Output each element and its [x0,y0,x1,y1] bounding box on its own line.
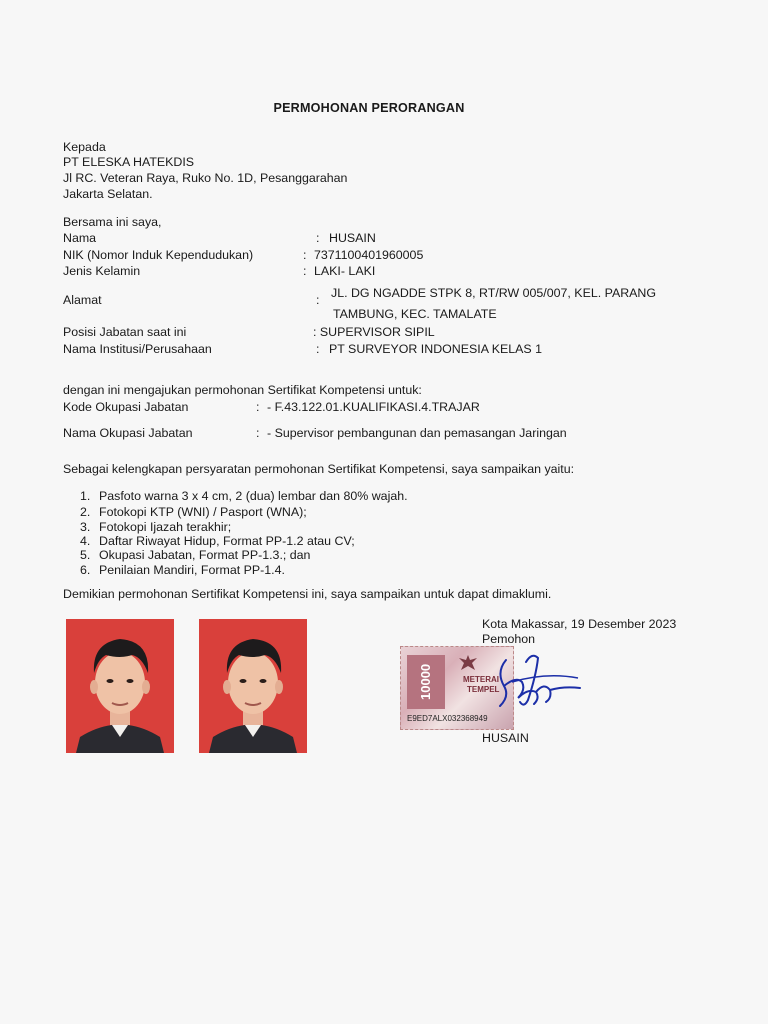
passport-photo-1 [66,619,174,753]
field-institusi-label: Nama Institusi/Perusahaan [63,342,212,356]
requirement-5-text: Okupasi Jabatan, Format PP-1.3.; dan [99,548,311,562]
field-alamat-sep: : [316,293,320,307]
requirement-6-num: 6. [80,563,91,577]
stamp-label-line1: METERAI [463,675,499,684]
field-jenis-kelamin-value: LAKI- LAKI [314,264,376,278]
recipient-address-line1: Jl RC. Veteran Raya, Ruko No. 1D, Pesanggarahan [63,171,348,185]
field-nik-value: 7371100401960005 [314,248,424,262]
requirement-2-text: Fotokopi KTP (WNI) / Pasport (WNA); [99,505,307,519]
requirement-1-num: 1. [80,489,91,503]
requirement-6-text: Penilaian Mandiri, Format PP-1.4. [99,563,285,577]
field-jenis-kelamin-sep: : [303,264,307,278]
stamp-value: 10000 [407,655,445,709]
stamp-code: E9ED7ALX032368949 [407,714,488,723]
requirement-3-text: Fotokopi Ijazah terakhir; [99,520,232,534]
document-title: PERMOHONAN PERORANGAN [273,101,465,115]
kode-okupasi-value: - F.43.122.01.KUALIFIKASI.4.TRAJAR [267,400,480,414]
requirement-4-num: 4. [80,534,91,548]
requirement-3-num: 3. [80,520,91,534]
requirements-intro: Sebagai kelengkapan persyaratan permohonan Sertifikat Kompetensi, saya sampaikan yaitu: [63,462,575,476]
signature-name: HUSAIN [482,731,529,745]
signature-place-date: Kota Makassar, 19 Desember 2023 [482,617,677,631]
signature-role: Pemohon [482,632,536,646]
field-nama-value: HUSAIN [329,231,376,245]
field-posisi-label: Posisi Jabatan saat ini [63,325,187,339]
request-line: dengan ini mengajukan permohonan Sertifikat Kompetensi untuk: [63,383,422,397]
nama-okupasi-sep: : [256,426,260,440]
requirement-2-num: 2. [80,505,91,519]
field-alamat-label: Alamat [63,293,102,307]
kode-okupasi-sep: : [256,400,260,414]
kode-okupasi-label: Kode Okupasi Jabatan [63,400,189,414]
field-institusi-value: PT SURVEYOR INDONESIA KELAS 1 [329,342,543,356]
stamp-label-line2: TEMPEL [467,685,500,694]
field-nik-label: NIK (Nomor Induk Kependudukan) [63,248,254,262]
intro-text: Bersama ini saya, [63,215,162,229]
field-alamat-value-line2: TAMBUNG, KEC. TAMALATE [333,307,497,321]
field-nama-label: Nama [63,231,97,245]
handwritten-signature [466,642,586,722]
nama-okupasi-value: - Supervisor pembangunan dan pemasangan Jaringan [267,426,567,440]
closing-text: Demikian permohonan Sertifikat Kompetensi ini, saya sampaikan untuk dapat dimaklumi. [63,587,552,601]
requirement-4-text: Daftar Riwayat Hidup, Format PP-1.2 atau CV; [99,534,355,548]
field-institusi-sep: : [316,342,320,356]
stamp-signature-area [396,644,586,734]
field-nik-sep: : [303,248,307,262]
field-nama-sep: : [316,231,320,245]
requirement-5-num: 5. [80,548,91,562]
field-posisi-value: : SUPERVISOR SIPIL [313,325,435,339]
field-jenis-kelamin-label: Jenis Kelamin [63,264,141,278]
requirement-1-text: Pasfoto warna 3 x 4 cm, 2 (dua) lembar dan 80% wajah. [99,489,408,503]
nama-okupasi-label: Nama Okupasi Jabatan [63,426,193,440]
recipient-kepada: Kepada [63,140,106,154]
recipient-company: PT ELESKA HATEKDIS [63,155,195,169]
field-alamat-value-line1: JL. DG NGADDE STPK 8, RT/RW 005/007, KEL. PARANG [331,286,657,300]
recipient-address-line2: Jakarta Selatan. [63,187,153,201]
passport-photo-2 [199,619,307,753]
